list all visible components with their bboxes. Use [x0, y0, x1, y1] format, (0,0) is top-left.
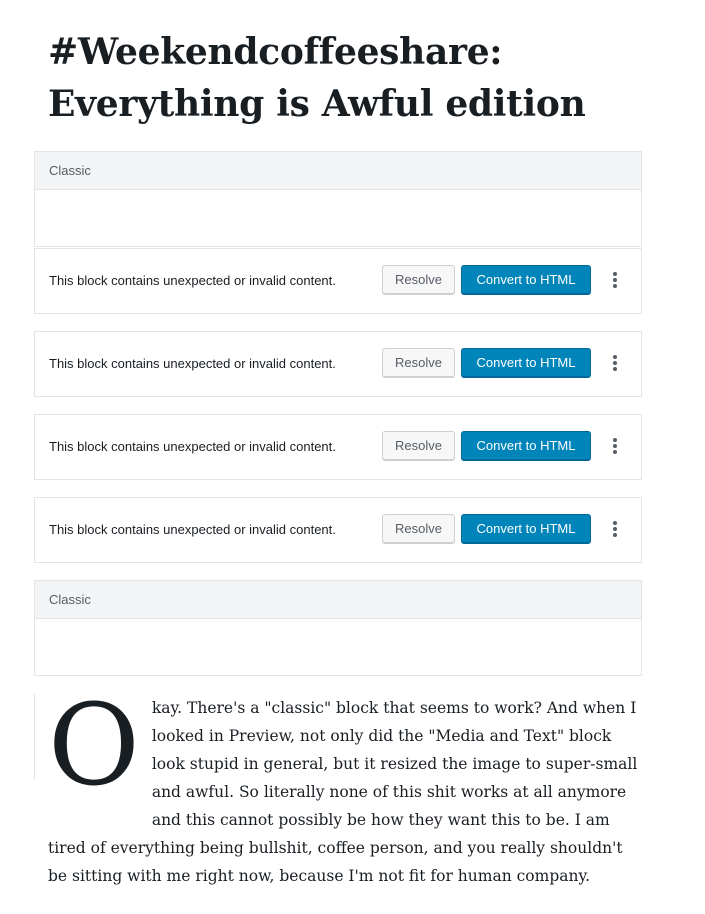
- more-vertical-icon[interactable]: [605, 348, 625, 378]
- invalid-block-warning: This block contains unexpected or invalid content.: [49, 356, 336, 371]
- resolve-button[interactable]: Resolve: [382, 431, 455, 461]
- invalid-block[interactable]: [34, 414, 642, 480]
- invalid-block-warning: This block contains unexpected or invalid content.: [49, 439, 336, 454]
- paragraph-body: kay. There's a "classic" block that seems to work? And when I looked in Preview, not only did the "Media and Text" block look stupid in general, but it resized the image to super-small and awful. So literally none of this shit works at all anymore and this cannot possibly be how they want this to be. I am tired of everything being bullshit, coffee person, and you really shouldn't be sitting with me right now, because I'm not fit for human company.: [48, 699, 638, 885]
- convert-to-html-button[interactable]: Convert to HTML: [461, 265, 591, 295]
- resolve-button[interactable]: Resolve: [382, 514, 455, 544]
- classic-block-content[interactable]: [35, 619, 641, 675]
- convert-to-html-button[interactable]: Convert to HTML: [461, 431, 591, 461]
- post-title[interactable]: #Weekendcoffeeshare: Everything is Awful edition: [48, 31, 586, 125]
- classic-block-content[interactable]: [35, 190, 641, 246]
- invalid-block[interactable]: [34, 248, 642, 314]
- classic-block-toolbar-label: Classic: [35, 152, 641, 190]
- classic-block-toolbar-label: Classic: [35, 581, 641, 619]
- block-selection-indicator: [34, 694, 35, 780]
- resolve-button[interactable]: Resolve: [382, 265, 455, 295]
- invalid-block-warning: This block contains unexpected or invalid content.: [49, 273, 336, 288]
- more-vertical-icon[interactable]: [605, 431, 625, 461]
- more-vertical-icon[interactable]: [605, 514, 625, 544]
- convert-to-html-button[interactable]: Convert to HTML: [461, 348, 591, 378]
- more-vertical-icon[interactable]: [605, 265, 625, 295]
- invalid-block[interactable]: [34, 331, 642, 397]
- classic-block[interactable]: [34, 151, 642, 247]
- drop-cap: O: [48, 681, 140, 811]
- resolve-button[interactable]: Resolve: [382, 348, 455, 378]
- classic-block[interactable]: [34, 580, 642, 676]
- invalid-block[interactable]: [34, 497, 642, 563]
- convert-to-html-button[interactable]: Convert to HTML: [461, 514, 591, 544]
- invalid-block-warning: This block contains unexpected or invalid content.: [49, 522, 336, 537]
- paragraph-text[interactable]: [48, 681, 644, 890]
